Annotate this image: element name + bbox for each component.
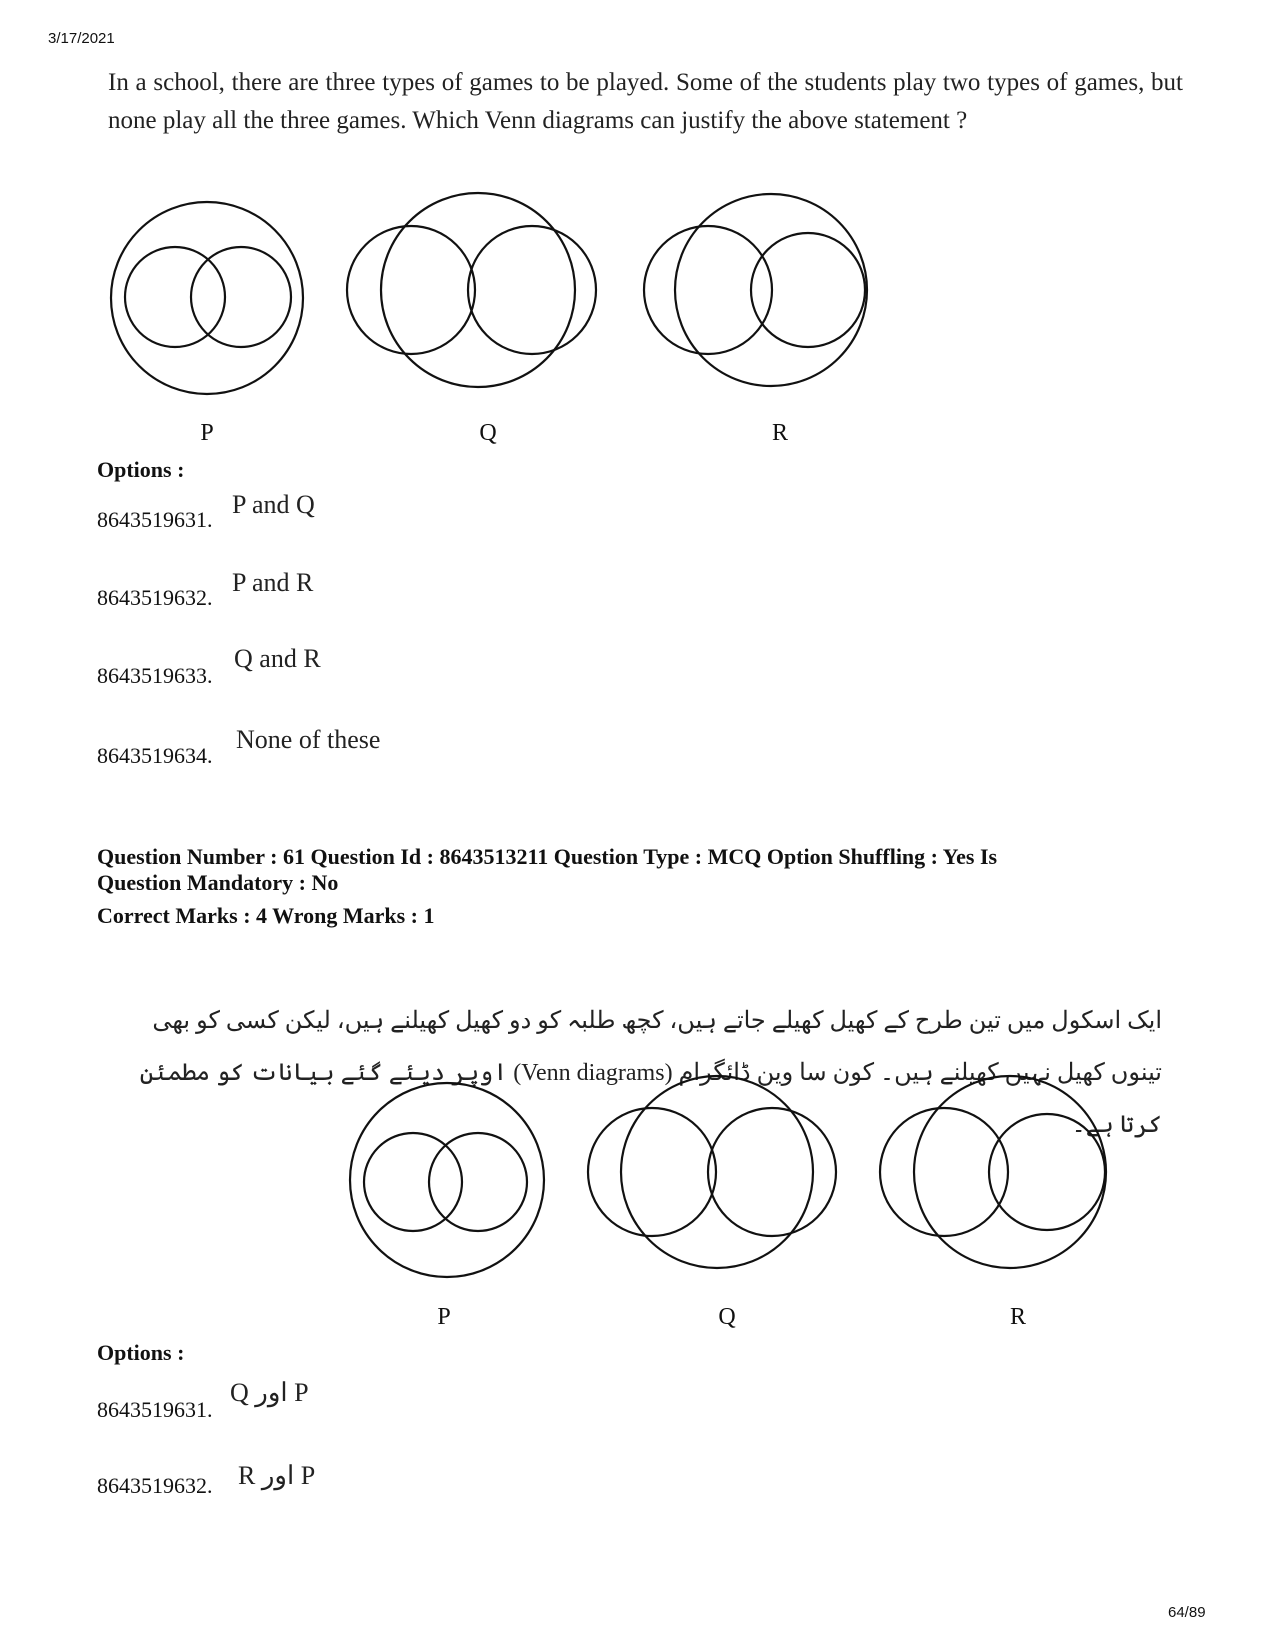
option-text[interactable]: None of these (236, 725, 381, 754)
option-text[interactable]: P and Q (232, 490, 315, 519)
option-id: 8643519631. (97, 507, 213, 532)
option-id: 8643519632. (97, 1473, 213, 1498)
option-id: 8643519634. (97, 743, 213, 768)
venn-diagrams-ur (0, 1070, 1275, 1335)
option-text[interactable]: Q اور P (230, 1378, 309, 1407)
venn-label-q: Q (479, 420, 497, 446)
venn-diagram-r (644, 194, 867, 386)
option-text[interactable]: P and R (232, 568, 314, 597)
venn-label-p: P (200, 420, 214, 446)
venn-diagram-p (111, 202, 303, 394)
venn-label-r: R (1009, 1304, 1027, 1330)
options-title: Options : (97, 457, 185, 482)
venn-diagram-q (347, 193, 596, 387)
question-meta-line1: Question Number : 61 Question Id : 8643513211 Question Type : MCQ Option Shuffling : Yes Is (97, 844, 998, 869)
venn-diagram-r (880, 1076, 1106, 1268)
header-date: 3/17/2021 (48, 30, 115, 47)
option-id: 8643519631. (97, 1397, 213, 1422)
question-marks: Correct Marks : 4 Wrong Marks : 1 (97, 903, 435, 928)
question-meta-line2: Question Mandatory : No (97, 870, 339, 895)
question-text-urdu: ایک اسکول میں تین طرح کے کھیل کھیلے جاتے ہیں، کچھ طلبہ کو دو کھیل کھیلنے ہیں، لیکن کسی کو بھی تینوں کھیل نہیں کھیلنے ہیں۔ کون سا وین ڈائگرام (Venn diagrams) اوپر دیئے گئے بیانات کو مطمئن کرتا ہے۔ (139, 1008, 1162, 1138)
options-title: Options : (97, 1340, 185, 1365)
option-id: 8643519633. (97, 663, 213, 688)
venn-diagram-p (350, 1083, 544, 1277)
venn-label-p: P (437, 1304, 451, 1330)
page-number: 64/89 (1168, 1604, 1206, 1621)
venn-diagram-q (588, 1076, 836, 1268)
venn-label-r: R (771, 420, 789, 446)
option-text[interactable]: Q and R (234, 644, 321, 673)
venn-label-q: Q (718, 1304, 736, 1330)
option-text[interactable]: R اور P (238, 1461, 316, 1490)
option-id: 8643519632. (97, 585, 213, 610)
question-text: In a school, there are three types of games to be played. Some of the students play two types of games, but none play all the three games. Which Venn diagrams can justify the above statement ? (108, 69, 1183, 134)
venn-diagrams-en (0, 180, 1275, 455)
